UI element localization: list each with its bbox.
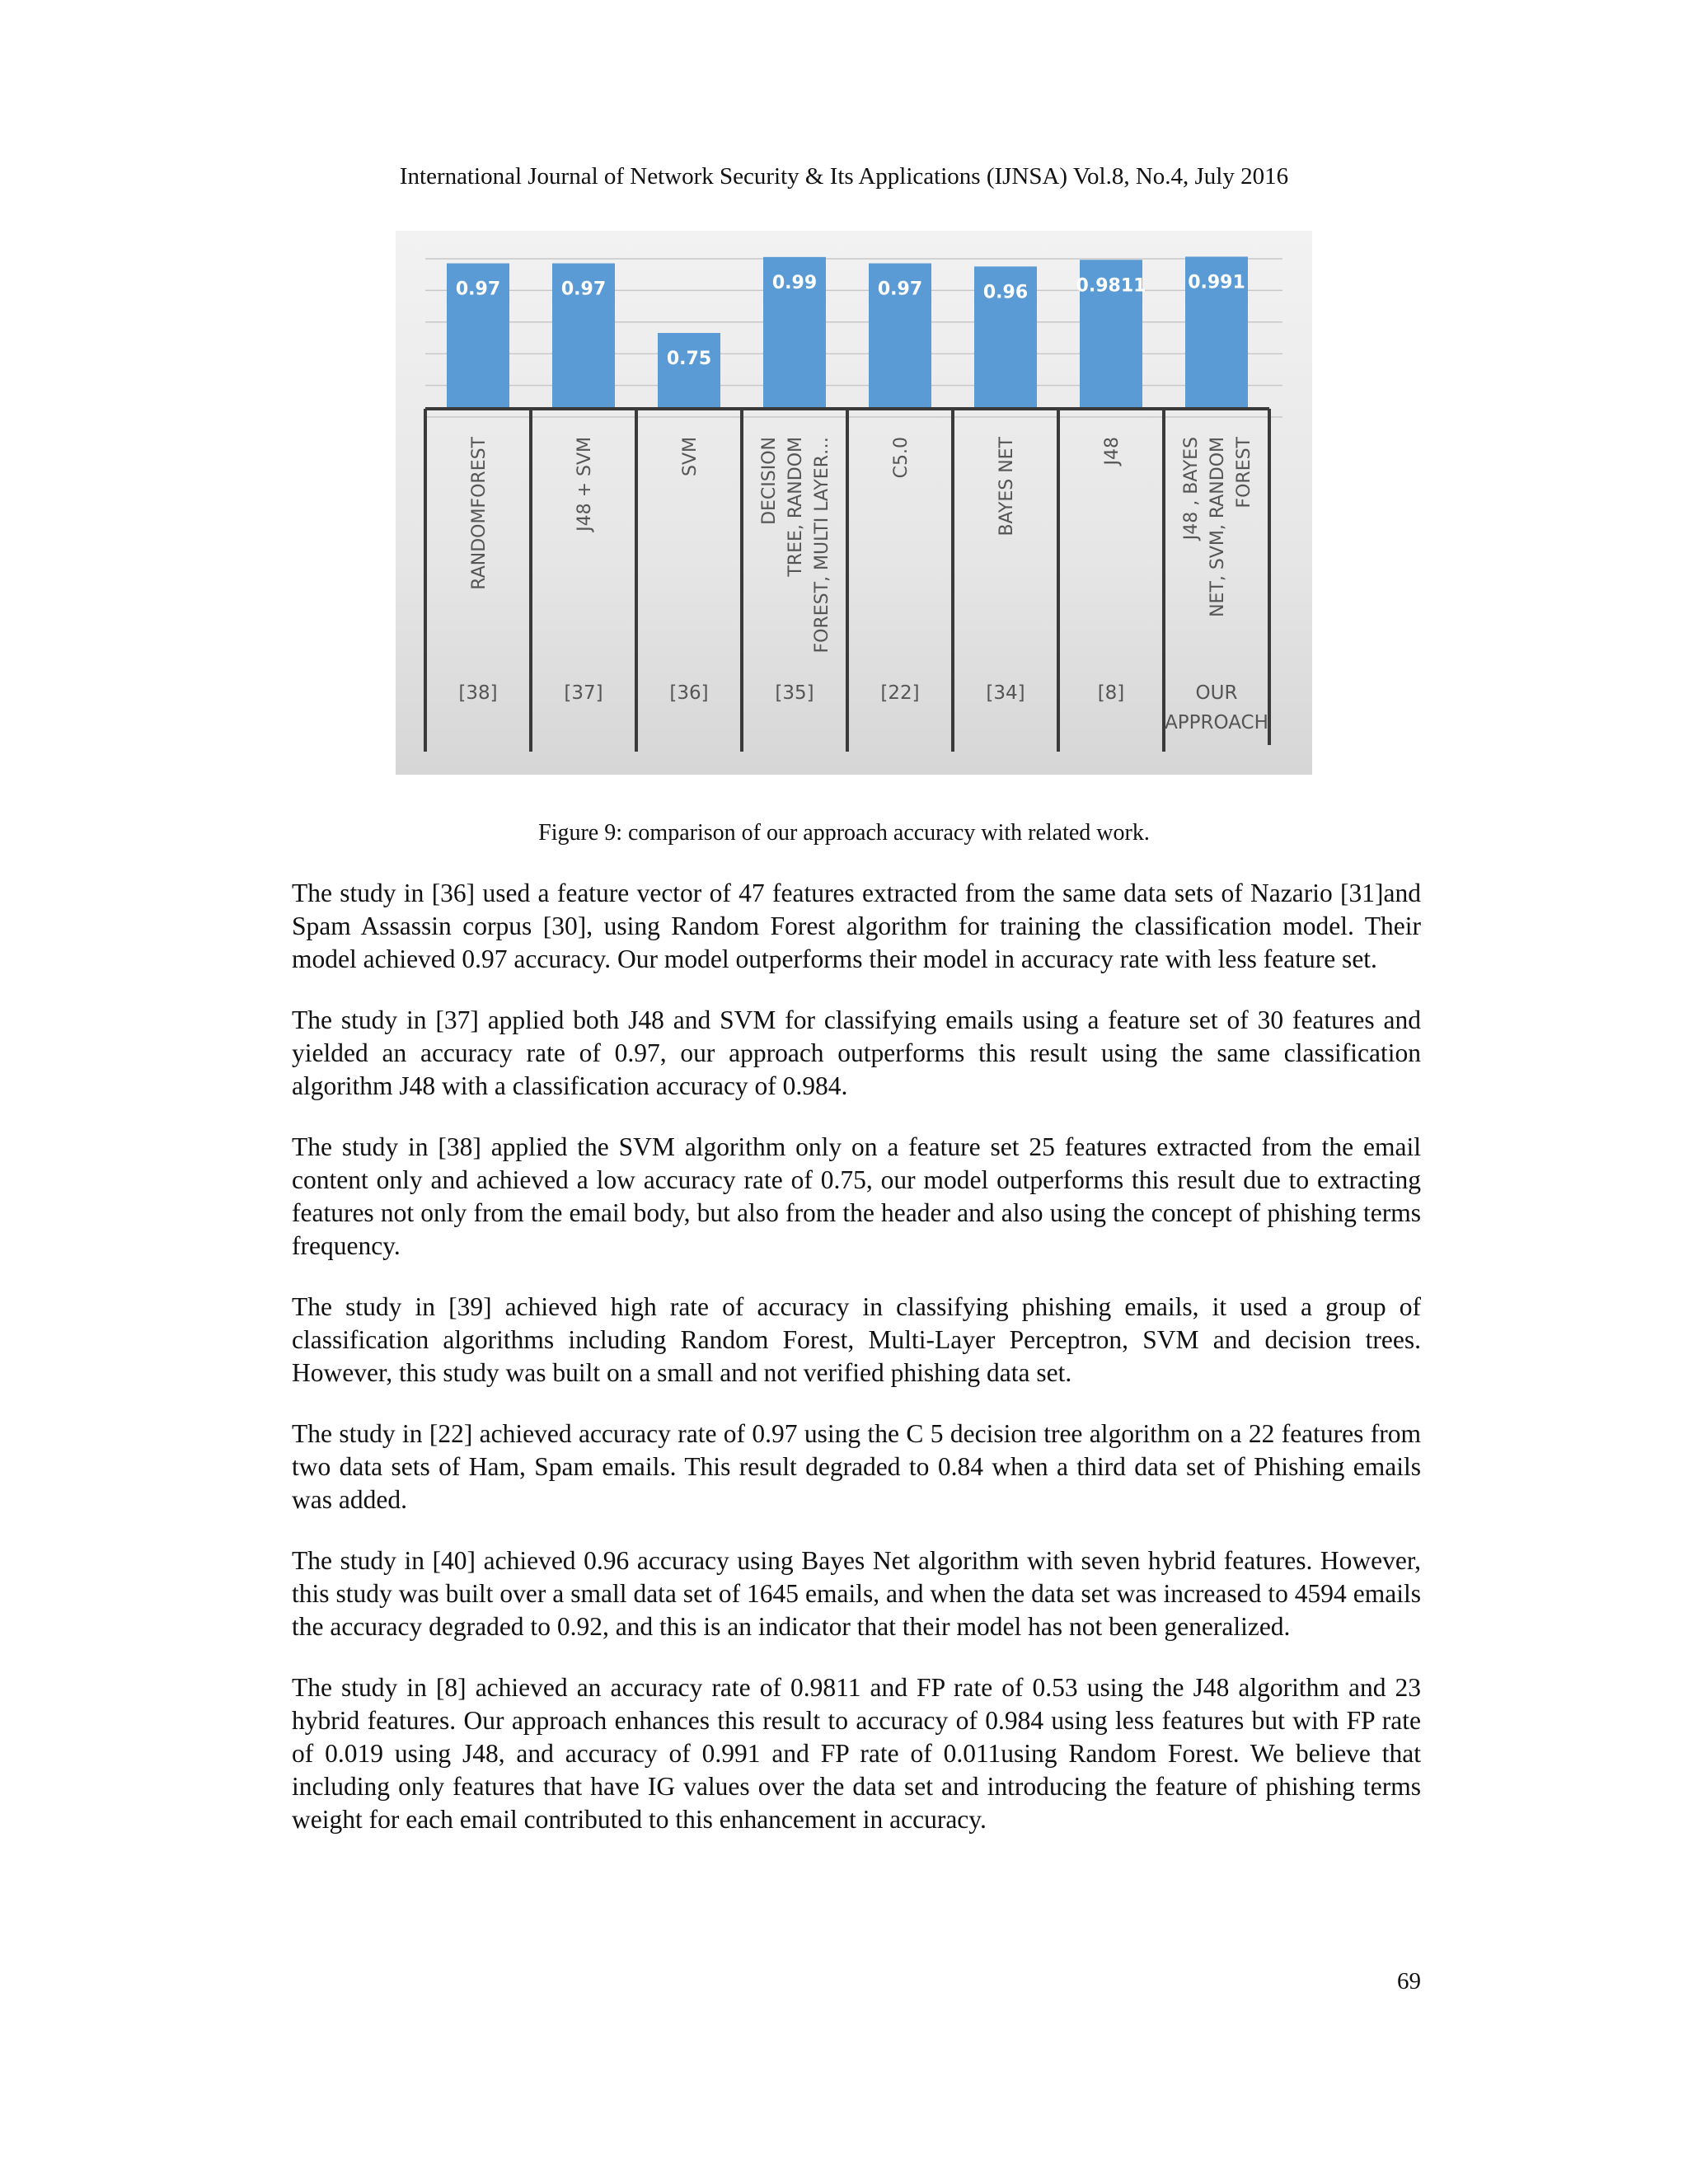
body-text [292,877,1421,1864]
reference-label: [37] [564,682,603,704]
page-number: 69 [1397,1968,1421,1994]
paragraph: The study in [38] applied the SVM algorithm only on a feature set 25 features extracted from the email content only and achieved a low accuracy rate of 0.75, our model outperforms this result due to extracting features not only from the email body, but also from the header and also using the concept of phishing terms frequency. [292,1132,1421,1260]
paragraph: The study in [22] achieved accuracy rate of 0.97 using the C 5 decision tree algorithm on a 22 features from two data sets of Ham, Spam emails. This result degraded to 0.84 when a third data set of Phishing emails was added. [292,1419,1421,1514]
tick-label: J48 , BAYES [1181,437,1202,541]
paragraph: The study in [37] applied both J48 and SVM for classifying emails using a feature set of 30 features and yielded an accuracy rate of 0.97, our approach outperforms this result using the same classification algorithm J48 with a classification accuracy of 0.984. [292,1005,1421,1100]
reference-label: [38] [458,682,498,704]
tick-label: TREE, RANDOM [785,437,806,577]
running-header: International Journal of Network Security & Its Applications (IJNSA) Vol.8, No.4, July 2016 [399,163,1289,190]
reference-label: OUR [1195,682,1238,704]
data-label: 0.97 [877,279,923,300]
bar [658,333,720,409]
figure-caption: Figure 9: comparison of our approach accuracy with related work. [538,820,1150,846]
paragraph: The study in [36] used a feature vector of 47 features extracted from the same data sets of Nazario [31]and Spam Assassin corpus [30], using Random Forest algorithm for training the classification model. Their model achieved 0.97 accuracy. Our model outperforms their model in accuracy rate with less feature set. [292,879,1421,973]
data-label: 0.75 [666,349,712,369]
reference-label: [35] [775,682,814,704]
paragraph: The study in [8] achieved an accuracy rate of 0.9811 and FP rate of 0.53 using the J48 algorithm and 23 hybrid features. Our approach enhances this result to accuracy of 0.984 using less features but with FP rate of 0.019 using J48, and accuracy of 0.991 and FP rate of 0.011using Random Forest. We believe that including only features that have IG values over the data set and introducing the feature of phishing terms weight for each email contributed to this enhancement in accuracy. [292,1673,1421,1834]
data-label: 0.99 [771,272,818,293]
data-label: 0.9811 [1076,275,1146,297]
chart-background [396,231,1312,775]
paragraph: The study in [40] achieved 0.96 accuracy using Bayes Net algorithm with seven hybrid features. However, this study was built over a small data set of 1645 emails, and when the data set was increased to 4594 emails the accuracy degraded to 0.92, and this is an indicator that their model has not been generalized. [292,1546,1421,1641]
accuracy-bar-chart [396,231,1312,775]
data-label: 0.96 [982,282,1029,303]
tick-label: J48 [1102,437,1123,466]
tick-label: J48 + SVM [574,437,595,532]
tick-label: C5.0 [891,437,912,479]
reference-label: [36] [669,682,709,704]
reference-label: APPROACH [1165,712,1268,733]
data-label: 0.97 [455,279,501,300]
reference-label: [8] [1097,682,1125,704]
tick-label: RANDOMFOREST [469,437,490,590]
reference-label: [34] [986,682,1025,704]
reference-label: [22] [880,682,920,704]
tick-label: SVM [680,437,701,476]
data-label: 0.97 [560,279,607,300]
tick-label: BAYES NET [996,437,1017,537]
data-label: 0.991 [1188,272,1245,293]
tick-label: DECISION [759,437,780,525]
figure-9 [396,231,1312,775]
tick-label: FOREST [1234,437,1254,509]
paragraph: The study in [39] achieved high rate of accuracy in classifying phishing emails, it used a group of classification algorithms including Random Forest, Multi-Layer Perceptron, SVM and decision trees. However, this study was built on a small and not verified phishing data set. [292,1292,1421,1387]
tick-label: FOREST, MULTI LAYER… [812,437,832,654]
tick-label: NET, SVM, RANDOM [1207,437,1228,617]
